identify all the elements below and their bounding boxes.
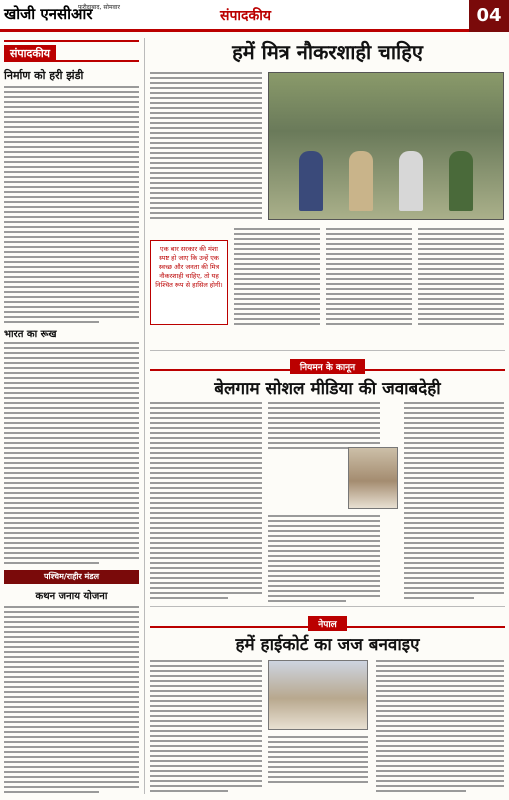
section-divider-2: [150, 606, 505, 607]
mid-body-col3: [404, 402, 504, 602]
main-body-col4: [418, 228, 504, 328]
editorial-subhead-1: भारत का रूख: [4, 329, 57, 340]
bottom-banner: [150, 612, 505, 628]
bottom-body-col2: [268, 736, 368, 786]
column-divider: [144, 38, 145, 794]
editorial-body-2: [4, 342, 139, 567]
editorial-title: निर्माण को हरी झंडी: [4, 69, 84, 82]
mid-body-col2: [268, 402, 380, 452]
main-body-col2: [234, 228, 320, 328]
masthead: [0, 0, 509, 32]
bottom-headline: हमें हाईकोर्ट का जज बनवाइए: [235, 635, 420, 655]
main-article-photo: [268, 72, 504, 220]
mid-headline: बेलगाम सोशल मीडिया की जवाबदेही: [214, 379, 441, 399]
brand-subtitle: फरीदाबाद, सोमवार: [78, 4, 120, 11]
section-divider: [150, 350, 505, 351]
newspaper-brand: खोजी एनसीआर: [4, 5, 93, 23]
editorial-subhead-2: कथन जनाय योजना: [35, 591, 108, 602]
editorial-subbanner: पश्चिम/राहीर मंडल: [4, 570, 139, 584]
page-number: 04: [469, 0, 509, 32]
editorial-body-3: [4, 606, 139, 796]
mid-body-col2b: [268, 515, 380, 605]
mid-body-col1: [150, 402, 262, 602]
mid-banner-label: नियमन के कानून: [290, 359, 365, 374]
main-body-col1: [150, 72, 262, 222]
bottom-body-col3: [376, 660, 504, 795]
editorial-banner: [4, 40, 139, 62]
bottom-body-col1: [150, 660, 262, 795]
main-body-col3: [326, 228, 412, 328]
mid-banner: [150, 355, 505, 371]
bottom-banner-label: नेपाल: [308, 616, 347, 631]
nepal-photo: [268, 660, 368, 730]
pull-quote: एक बार सरकार की मंशा स्पष्ट हो जाए कि उन्हें एक स्वच्छ और जनता की मित्र नौकरशाही चाहिए, तो यह निश्चित रूप से हासिल होगी।: [150, 240, 228, 325]
minister-portrait: [348, 447, 398, 509]
editorial-body: [4, 86, 139, 326]
section-title: संपादकीय: [220, 8, 271, 24]
main-headline: हमें मित्र नौकरशाही चाहिए: [232, 40, 423, 64]
editorial-banner-label: संपादकीय: [4, 45, 56, 62]
